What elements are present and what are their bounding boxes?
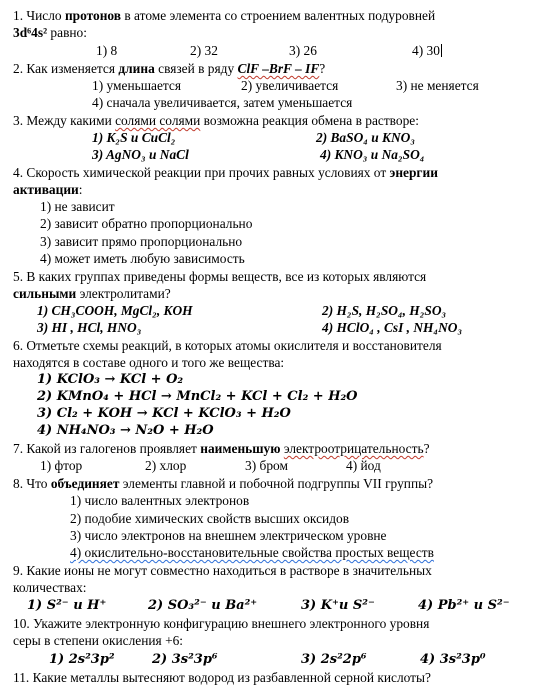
q1-option-3: 3) 26 xyxy=(289,43,317,58)
q10-option-2: 2) 3s²3p⁶ xyxy=(152,652,218,667)
q8-prefix: 8. Что xyxy=(13,476,51,491)
q6-option-3: 3) Cl₂ + KOH → KCl + KClO₃ + H₂O xyxy=(37,406,291,421)
q4-option-4: 4) может иметь любую зависимость xyxy=(40,251,245,266)
q3-option-1: 1) K₂S и CuCl₂ xyxy=(92,130,176,145)
q2-prefix: 2. Как изменяется xyxy=(13,61,119,76)
q10-option-3: 3) 2s²2p⁶ xyxy=(301,652,367,667)
q7-option-2: 2) хлор xyxy=(145,458,187,473)
q3-option-4: 4) KNO₃ и Na₂SO₄ xyxy=(320,147,425,162)
q1-option-2: 2) 32 xyxy=(190,43,218,58)
q3-wavy: солями солями xyxy=(115,113,201,128)
q3-prefix: 3. Между какими xyxy=(13,113,116,128)
q3-option-3: 3) AgNO₃ и NaCl xyxy=(92,147,189,162)
q8-text xyxy=(13,476,433,493)
q9-option-4: 4) Pb²⁺ и S²⁻ xyxy=(418,598,510,613)
q6-option-4: 4) NH₄NO₃ → N₂O + H₂O xyxy=(37,423,214,438)
q10-text-line2: серы в степени окисления +6: xyxy=(13,633,184,648)
q6-text-line2: находятся в составе одного и того же вещества: xyxy=(13,355,285,370)
q1-config: 3d⁶4s² xyxy=(13,25,48,40)
q3-text xyxy=(13,113,419,130)
q6-text: 6. Отметьте схемы реакций, в которых атомы окислителя и восстановителя xyxy=(13,338,442,353)
q4-option-2: 2) зависит обратно пропорционально xyxy=(40,216,253,231)
q5-text: 5. В каких группах приведены формы веществ, все из которых являются xyxy=(13,269,427,284)
q7-wavy: электроотрицательность xyxy=(283,441,424,456)
q11-text: 11. Какие металлы вытесняют водород из разбавленной серной кислоты? xyxy=(13,670,431,685)
q2-tail: ? xyxy=(319,61,326,76)
q4-option-3: 3) зависит прямо пропорционально xyxy=(40,234,243,249)
q5-text-line2 xyxy=(13,286,171,303)
q7-prefix: 7. Какой из галогенов проявляет xyxy=(13,441,201,456)
q5-option-4: 4) HClO₄ , CsI , NH₄NO₃ xyxy=(322,320,463,335)
q1-option-4-label: 4) 30 xyxy=(412,43,440,58)
q4-text-line2 xyxy=(13,182,83,199)
q8-bold: объединяет xyxy=(50,476,120,491)
q5-option-3: 3) HI , HCl, HNO₃ xyxy=(37,320,142,335)
q7-option-3: 3) бром xyxy=(245,458,288,473)
q8-option-2: 2) подобие химических свойств высших оксидов xyxy=(70,511,350,526)
q9-option-2: 2) SO₃²⁻ и Ba²⁺ xyxy=(148,598,258,613)
q5-bold: сильными xyxy=(13,286,77,301)
q7-tail: ? xyxy=(423,441,430,456)
q2-option-4: 4) сначала увеличивается, затем уменьшается xyxy=(92,95,353,110)
q2-bold: длина xyxy=(118,61,155,76)
q4-tail: : xyxy=(78,182,83,197)
q4-text xyxy=(13,165,438,182)
q9-text-line2: количествах: xyxy=(13,580,87,595)
q4-bold: энергии xyxy=(389,165,438,180)
q7-text xyxy=(13,441,430,458)
q2-middle: связей в ряду xyxy=(154,61,238,76)
q7-option-1: 1) фтор xyxy=(40,458,83,473)
q2-text xyxy=(13,61,325,78)
q9-text: 9. Какие ионы не могут совместно находиться в растворе в значительных xyxy=(13,563,432,578)
q8-option-4 xyxy=(70,545,434,562)
q1-tail: равно: xyxy=(47,25,87,40)
q1-option-4[interactable] xyxy=(412,43,442,60)
text-cursor xyxy=(441,44,442,57)
q4-bold-2: активации xyxy=(13,182,79,197)
q1-suffix: в атоме элемента со строением валентных подуровней xyxy=(121,8,436,23)
q8-tail: элементы главной и побочной подгруппы VII группы? xyxy=(119,476,434,491)
q2-option-3: 3) не меняется xyxy=(396,78,479,93)
q6-option-1: 1) KClO₃ → KCl + O₂ xyxy=(37,372,184,387)
q2-series: ClF –BrF – IF xyxy=(237,61,320,76)
q9-option-3: 3) K⁺и S²⁻ xyxy=(301,598,375,613)
q5-option-1: 1) CH₃COOH, MgCl₂, KOH xyxy=(37,303,193,318)
q2-option-2: 2) увеличивается xyxy=(241,78,339,93)
q1-text xyxy=(13,8,435,25)
q8-option-4-label: 4) окислительно-восстановительные свойства простых веществ xyxy=(70,545,434,560)
q1-text-line2 xyxy=(13,25,87,42)
q3-tail: возможна реакция обмена в растворе: xyxy=(200,113,419,128)
q7-option-4: 4) йод xyxy=(346,458,381,473)
q4-option-1: 1) не зависит xyxy=(40,199,115,214)
q10-text: 10. Укажите электронную конфигурацию внешнего электронного уровня xyxy=(13,616,430,631)
q4-prefix: 4. Скорость химической реакции при прочих равных условиях от xyxy=(13,165,390,180)
q6-option-2: 2) KMnO₄ + HCl → MnCl₂ + KCl + Cl₂ + H₂O xyxy=(37,389,358,404)
q2-option-1: 1) уменьшается xyxy=(92,78,182,93)
q10-option-1: 1) 2s²3p² xyxy=(49,652,115,667)
q7-bold: наименьшую xyxy=(200,441,281,456)
q1-prefix: 1. Число xyxy=(13,8,65,23)
q1-bold: протонов xyxy=(64,8,122,23)
q8-option-3: 3) число электронов на внешнем электрическом уровне xyxy=(70,528,387,543)
q1-option-1: 1) 8 xyxy=(96,43,118,58)
q8-option-1: 1) число валентных электронов xyxy=(70,493,250,508)
q5-tail: электролитами? xyxy=(76,286,171,301)
q5-option-2: 2) H₂S, H₂SO₄, H₂SO₃ xyxy=(322,303,447,318)
q3-option-2: 2) BaSO₄ и KNO₃ xyxy=(316,130,415,145)
q9-option-1: 1) S²⁻ и H⁺ xyxy=(27,598,107,613)
q10-option-4: 4) 3s²3p⁰ xyxy=(420,652,486,667)
